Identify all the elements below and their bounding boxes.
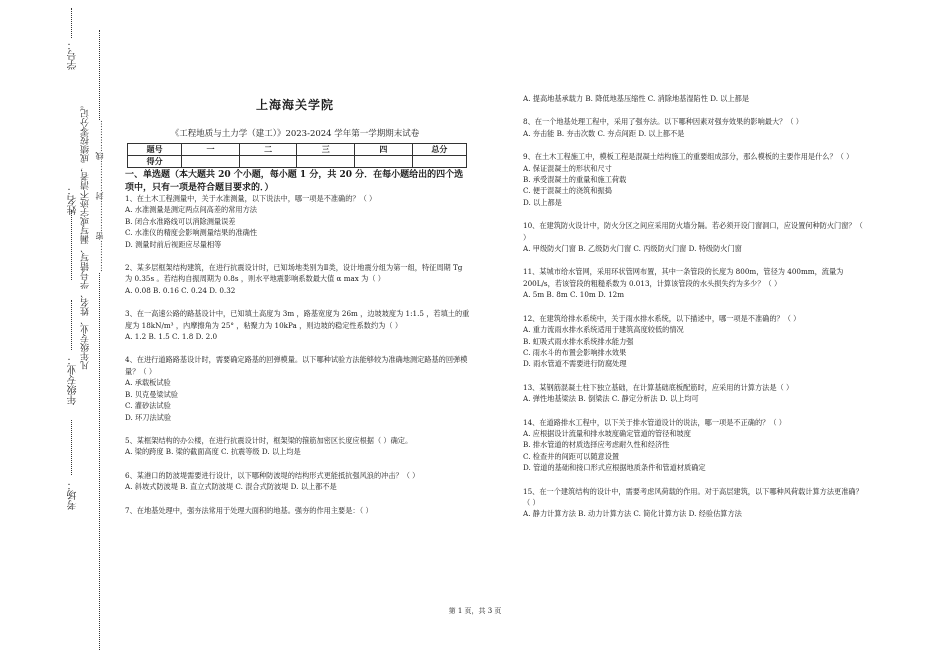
score-cell xyxy=(182,156,240,168)
question-option: A. 静力计算方法 B. 动力计算方法 C. 简化计算方法 D. 经验估算方法 xyxy=(523,509,742,519)
question-option: A. 梁的跨度 B. 梁的截面高度 C. 抗震等级 D. 以上均是 xyxy=(125,447,301,457)
exam-title: 《工程地质与土力学（建工）》2023-2024 学年第一学期期末试卷 xyxy=(170,129,420,139)
exam-site-line xyxy=(71,420,72,475)
question-option: A. 斜坡式防波堤 B. 直立式防波堤 C. 混合式防波堤 D. 以上都不是 xyxy=(125,482,337,492)
binding-notice: 凡年级专业、姓名、学号错写、漏写或字迹不清者，成绩按零分记。 xyxy=(81,100,91,370)
question-option: C. 检查井的间距可以随意设置 xyxy=(523,451,620,461)
question-3 xyxy=(125,308,470,342)
question-stem: 9、在土木工程施工中，模板工程是混凝土结构施工的重要组成部分，那么模板的主要作用是什么？（ ） xyxy=(523,152,854,162)
question-1 xyxy=(125,193,470,250)
name-line xyxy=(71,210,72,280)
question-stem: 4、在进行道路路基设计时，需要确定路基的回弹模量。以下哪种试验方法能够较为准确地测定路基的回弹模量？（ ） xyxy=(125,355,468,376)
question-option: A. 重力流雨水排水系统适用于建筑高度较低的情况 xyxy=(523,325,684,335)
question-option: D. 测量时前后视距应尽量相等 xyxy=(125,239,222,249)
question-option: D. 环刀法试验 xyxy=(125,412,172,422)
score-table-score-row xyxy=(128,156,467,168)
question-10 xyxy=(523,220,866,254)
question-7-continued xyxy=(523,93,863,104)
question-12 xyxy=(523,313,863,370)
question-option: D. 以上都是 xyxy=(523,197,562,207)
question-15 xyxy=(523,486,863,520)
score-table-header-row xyxy=(128,144,467,156)
question-stem: 14、在道路排水工程中，以下关于排水管道设计的说法，哪一项是不正确的？（ ） xyxy=(523,417,786,427)
question-option: D. 雨水管道不需要进行防腐处理 xyxy=(523,359,627,369)
question-stem: 5、某框架结构的办公楼，在进行抗震设计时，框架梁的箍筋加密区长度应根据（ ）确定。 xyxy=(125,435,413,445)
question-option: A. 0.08 B. 0.16 C. 0.24 D. 0.32 xyxy=(125,285,236,295)
score-col-header: 二 xyxy=(239,144,297,156)
question-option: A. 应根据设计流量和排水坡度确定管道的管径和坡度 xyxy=(523,428,691,438)
score-col-header: 四 xyxy=(355,144,413,156)
question-stem: 11、某城市给水管网，采用环状管网布置，其中一条管段的长度为 800m，管径为 400mm，流量为 200L/s，若该管段的粗糙系数为 0.013，计算该管段的水头损失约为多少？（ ） xyxy=(523,267,846,288)
binding-strip xyxy=(0,0,118,672)
question-stem: 1、在土木工程测量中，关于水准测量，以下说法中，哪一项是不准确的？（ ） xyxy=(125,194,377,203)
title-block xyxy=(120,96,470,139)
student-id-line xyxy=(71,8,72,38)
question-11 xyxy=(523,266,863,300)
question-option: C. 水准仪的精度会影响测量结果的准确性 xyxy=(125,228,258,238)
name-label: 姓名： xyxy=(68,185,79,215)
question-stem: 15、在一个建筑结构的设计中，需要考虑风荷载的作用。对于高层建筑，以下哪种风荷载计算方法更准确？（ ） xyxy=(523,486,863,507)
score-cell xyxy=(412,156,466,168)
question-option: C. 雨水斗的布置会影响排水效果 xyxy=(523,347,627,357)
question-option: A. 保证混凝土的形状和尺寸 xyxy=(523,163,612,173)
question-option: A. 甲级防火门窗 B. 乙级防火门窗 C. 丙级防火门窗 D. 特级防火门窗 xyxy=(523,244,742,254)
cut-line-text: …………密…………封…………线………… xyxy=(95,120,104,272)
question-option: B. 贝克曼梁试验 xyxy=(125,389,178,399)
student-id-label: 学号： xyxy=(68,40,79,70)
right-question-column xyxy=(523,93,866,532)
score-table xyxy=(127,143,467,168)
question-option: A. 5m B. 8m C. 10m D. 12m xyxy=(523,290,625,300)
score-cell xyxy=(355,156,413,168)
question-option: B. 虹吸式雨水排水系统排水能力强 xyxy=(523,336,634,346)
grade-major-line xyxy=(71,300,72,350)
score-cell xyxy=(239,156,297,168)
question-stem: 12、在建筑给排水系统中，关于雨水排水系统，以下描述中，哪一项是不准确的？（ ） xyxy=(523,313,801,323)
question-option: B. 承受混凝土的重量和施工荷载 xyxy=(523,175,627,185)
grade-major-label: 年级专业： xyxy=(68,355,79,405)
question-4 xyxy=(125,354,470,422)
question-option: C. 灌砂法试验 xyxy=(125,401,171,411)
page-number: 第 1 页，共 3 页 xyxy=(448,607,502,615)
score-col-header: 三 xyxy=(297,144,355,156)
score-col-header: 题号 xyxy=(128,144,182,156)
question-5 xyxy=(125,435,470,458)
question-stem: 13、某钢筋混凝土柱下独立基础，在计算基础底板配筋时，应采用的计算方法是（ ） xyxy=(523,382,794,392)
question-option: A. 水准测量是测定两点间高差的常用方法 xyxy=(125,205,257,215)
left-question-column xyxy=(125,193,470,528)
question-8 xyxy=(523,116,863,139)
score-col-header: 总分 xyxy=(412,144,466,156)
question-stem: 6、某港口的防波堤需要进行设计，以下哪种防波堤的结构形式更能抵抗强风浪的冲击？（ ） xyxy=(125,470,420,480)
exam-site-label: 考场： xyxy=(68,480,79,510)
question-option: A. 1.2 B. 1.5 C. 1.8 D. 2.0 xyxy=(125,332,218,342)
school-name: 上海海关学院 xyxy=(255,98,334,112)
question-option: D. 管道的基础和接口形式应根据地质条件和管道材质确定 xyxy=(523,463,706,473)
question-stem: 3、在一高速公路的路基设计中，已知填土高度为 3m ，路基宽度为 26m ，边坡坡度为 1:1.5 ，若填土的重度为 18kN/m³ ，内摩擦角为 25° ，粘聚力为 10kPa ，则边坡的稳定性系数约为（ ） xyxy=(125,309,470,330)
question-7 xyxy=(125,505,470,516)
question-option: A. 提高地基承载力 B. 降低地基压缩性 C. 消除地基湿陷性 D. 以上都是 xyxy=(523,94,750,103)
question-stem: 2、某多层框架结构建筑，在进行抗震设计时，已知场地类别为Ⅱ类，设计地震分组为第一组，特征周期 Tg 为 0.35s 。若结构自振周期为 0.8s ，则水平地震影响系数最大值 α max 为（ ） xyxy=(125,263,465,284)
score-col-header: 一 xyxy=(182,144,240,156)
question-14 xyxy=(523,417,863,474)
question-option: A. 夯击能 B. 夯击次数 C. 夯点间距 D. 以上都不是 xyxy=(523,128,685,138)
question-2 xyxy=(125,262,470,296)
question-6 xyxy=(125,470,470,493)
question-9 xyxy=(523,151,863,208)
question-13 xyxy=(523,382,863,405)
question-option: B. 闭合水准路线可以消除测量误差 xyxy=(125,216,236,226)
question-option: B. 排水管道的材质选择应考虑耐久性和经济性 xyxy=(523,440,670,450)
question-option: C. 便于混凝土的浇筑和振捣 xyxy=(523,186,612,196)
question-stem: 7、在地基处理中，强夯法常用于处理大面积的地基。强夯的作用主要是：（ ） xyxy=(125,505,373,515)
section-heading: 一、单选题（本大题共 20 个小题，每小题 1 分，共 20 分．在每小题给出的四个选项中，只有一项是符合题目要求的．） xyxy=(125,170,464,193)
score-row-label: 得分 xyxy=(128,156,182,168)
question-option: A. 弹性地基梁法 B. 倒梁法 C. 静定分析法 D. 以上均可 xyxy=(523,394,699,404)
score-cell xyxy=(297,156,355,168)
question-option: A. 承载板试验 xyxy=(125,378,171,388)
question-stem: 8、在一个地基处理工程中，采用了强夯法。以下哪种因素对强夯效果的影响最大？（ ） xyxy=(523,117,803,127)
question-stem: 10、在建筑防火设计中，防火分区之间应采用防火墙分隔。若必须开设门窗洞口，应设置何种防火门窗？（ ） xyxy=(523,221,866,242)
